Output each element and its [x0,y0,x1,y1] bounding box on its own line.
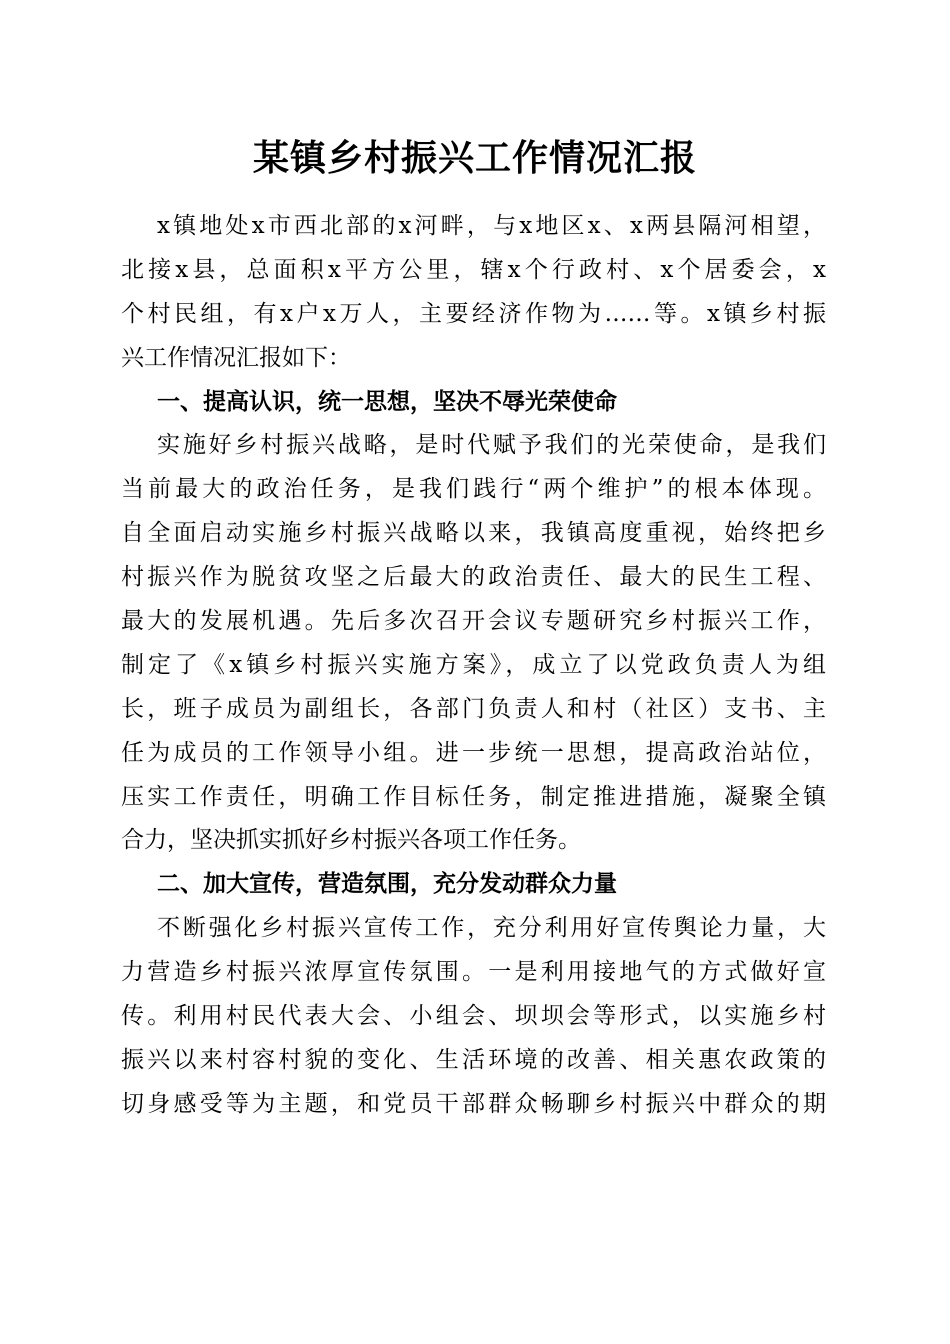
paragraph-line: 合力，坚决抓实抓好乡村振兴各项工作任务。 [121,827,581,854]
paragraph-line: 振兴以来村容村貌的变化、生活环境的改善、相关惠农政策的 [121,1046,826,1073]
document-body [121,205,826,1127]
paragraph-line: 压实工作责任，明确工作目标任务，制定推进措施，凝聚全镇 [121,783,826,810]
paragraph-line: 个村民组，有x户x万人，主要经济作物为……等。x镇乡村振 [121,300,826,327]
paragraph-line: 当前最大的政治任务，是我们践行“两个维护”的根本体现。 [121,476,826,503]
section-heading-1: 一、提高认识，统一思想，坚决不辱光荣使命 [157,388,617,415]
paragraph-line: 力营造乡村振兴浓厚宣传氛围。一是利用接地气的方式做好宣 [121,959,826,986]
paragraph-line: 切身感受等为主题，和党员干部群众畅聊乡村振兴中群众的期 [121,1090,826,1117]
paragraph-line: 北接x县，总面积x平方公里，辖x个行政村、x个居委会，x [121,256,826,283]
paragraph-line: 制定了《x镇乡村振兴实施方案》，成立了以党政负责人为组 [121,651,826,678]
section-heading-2: 二、加大宣传，营造氛围，充分发动群众力量 [157,871,617,898]
paragraph-line: 实施好乡村振兴战略，是时代赋予我们的光荣使命，是我们 [157,432,826,459]
document-title: 某镇乡村振兴工作情况汇报 [252,137,697,179]
paragraph-line: 传。利用村民代表大会、小组会、坝坝会等形式，以实施乡村 [121,1003,826,1030]
paragraph-line: x镇地处x市西北部的x河畔，与x地区x、x两县隔河相望， [157,213,826,239]
paragraph-line: 最大的发展机遇。先后多次召开会议专题研究乡村振兴工作， [121,608,826,635]
paragraph-line: 长，班子成员为副组长，各部门负责人和村（社区）支书、主 [121,695,826,722]
paragraph-line: 兴工作情况汇报如下： [121,344,351,371]
paragraph-line: 自全面启动实施乡村振兴战略以来，我镇高度重视，始终把乡 [121,520,826,547]
paragraph-line: 任为成员的工作领导小组。进一步统一思想，提高政治站位， [121,739,826,766]
paragraph-line: 不断强化乡村振兴宣传工作，充分利用好宣传舆论力量，大 [157,915,826,942]
paragraph-line: 村振兴作为脱贫攻坚之后最大的政治责任、最大的民生工程、 [121,564,826,591]
